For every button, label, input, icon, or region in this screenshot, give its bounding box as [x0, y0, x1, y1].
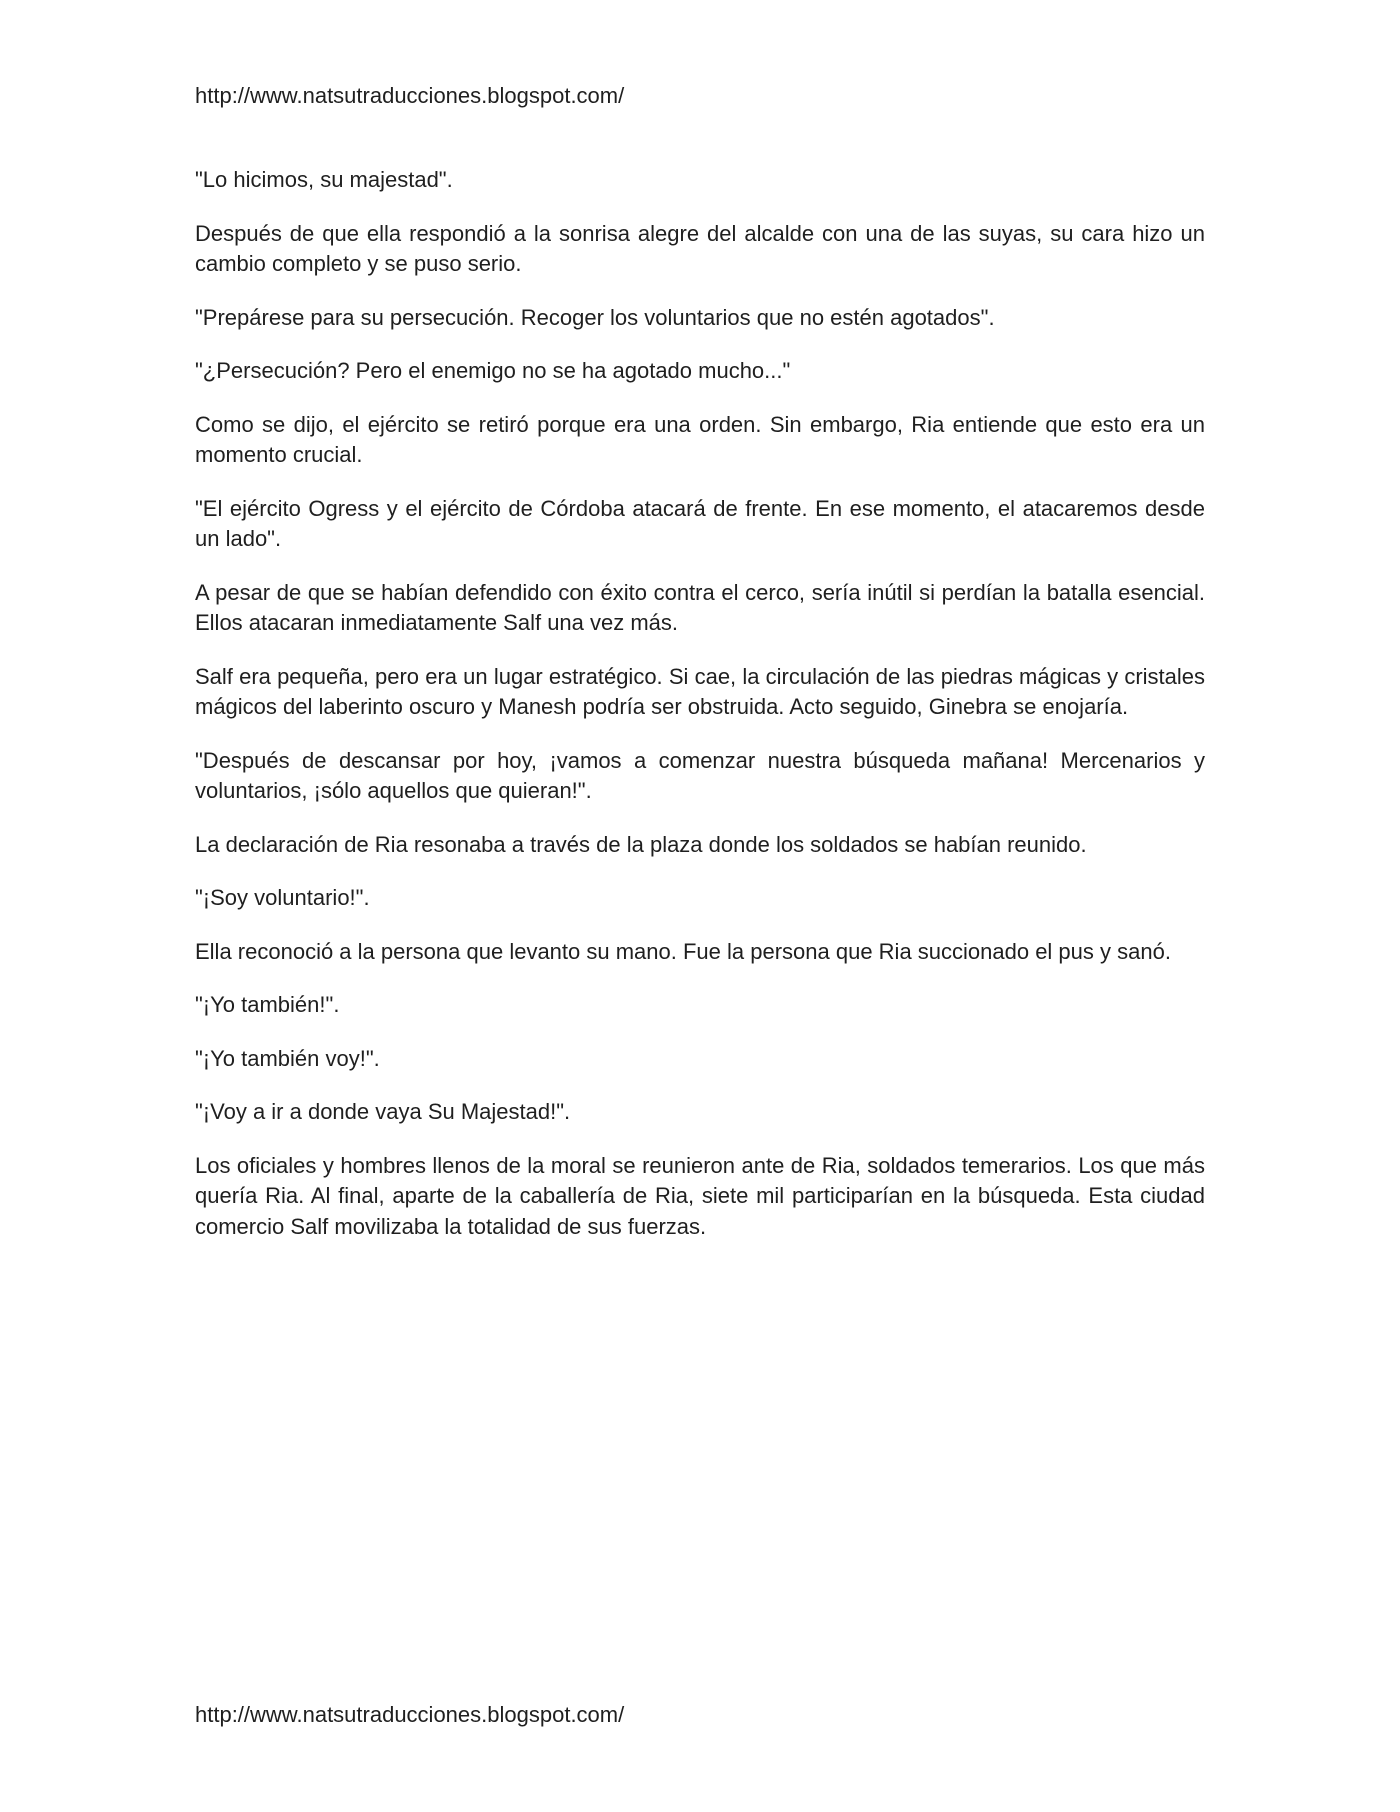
paragraph: La declaración de Ria resonaba a través de la plaza donde los soldados se habían reunido. [195, 831, 1087, 857]
paragraph: Después de que ella respondió a la sonrisa alegre del alcalde con una de las suyas, su cara hizo un cambio completo y se puso serio. [195, 220, 1205, 276]
paragraph: "¿Persecución? Pero el enemigo no se ha agotado mucho..." [195, 358, 791, 383]
paragraph: "¡Yo también!". [195, 992, 340, 1017]
paragraph: "¡Yo también voy!". [195, 1045, 380, 1071]
paragraph: A pesar de que se habían defendido con éxito contra el cerco, sería inútil si perdían la batalla esencial. Ellos atacaran inmediatamente Salf una vez más. [195, 579, 1205, 635]
paragraph: Los oficiales y hombres llenos de la moral se reunieron ante de Ria, soldados temerarios. Los que más quería Ria. Al final, aparte de la caballería de Ria, siete mil participarían en la búsqueda. Esta ciudad comercio Salf movilizaba la totalidad de sus fuerzas. [195, 1152, 1205, 1239]
paragraph: "Lo hicimos, su majestad". [195, 167, 453, 192]
paragraph: "Después de descansar por hoy, ¡vamos a comenzar nuestra búsqueda mañana! Mercenarios y voluntarios, ¡sólo aquellos que quieran!". [195, 747, 1205, 803]
paragraph: Como se dijo, el ejército se retiró porque era una orden. Sin embargo, Ria entiende que esto era un momento crucial. [195, 411, 1205, 467]
paragraph: "¡Voy a ir a donde vaya Su Majestad!". [195, 1099, 571, 1124]
paragraph: "Prepárese para su persecución. Recoger los voluntarios que no estén agotados". [195, 304, 995, 330]
paragraph: Salf era pequeña, pero era un lugar estratégico. Si cae, la circulación de las piedras mágicas y cristales mágicos del laberinto oscuro y Manesh podría ser obstruida. Acto seguido, Ginebra se enojaría. [195, 663, 1205, 719]
header-url: http://www.natsutraducciones.blogspot.com/ [195, 83, 625, 108]
paragraph: "¡Soy voluntario!". [195, 885, 370, 910]
document-body [195, 165, 1205, 1265]
footer-url: http://www.natsutraducciones.blogspot.com/ [195, 1702, 625, 1727]
paragraph: Ella reconoció a la persona que levanto su mano. Fue la persona que Ria succionado el pus y sanó. [195, 938, 1171, 964]
paragraph: "El ejército Ogress y el ejército de Córdoba atacará de frente. En ese momento, el atacaremos desde un lado". [195, 495, 1205, 551]
